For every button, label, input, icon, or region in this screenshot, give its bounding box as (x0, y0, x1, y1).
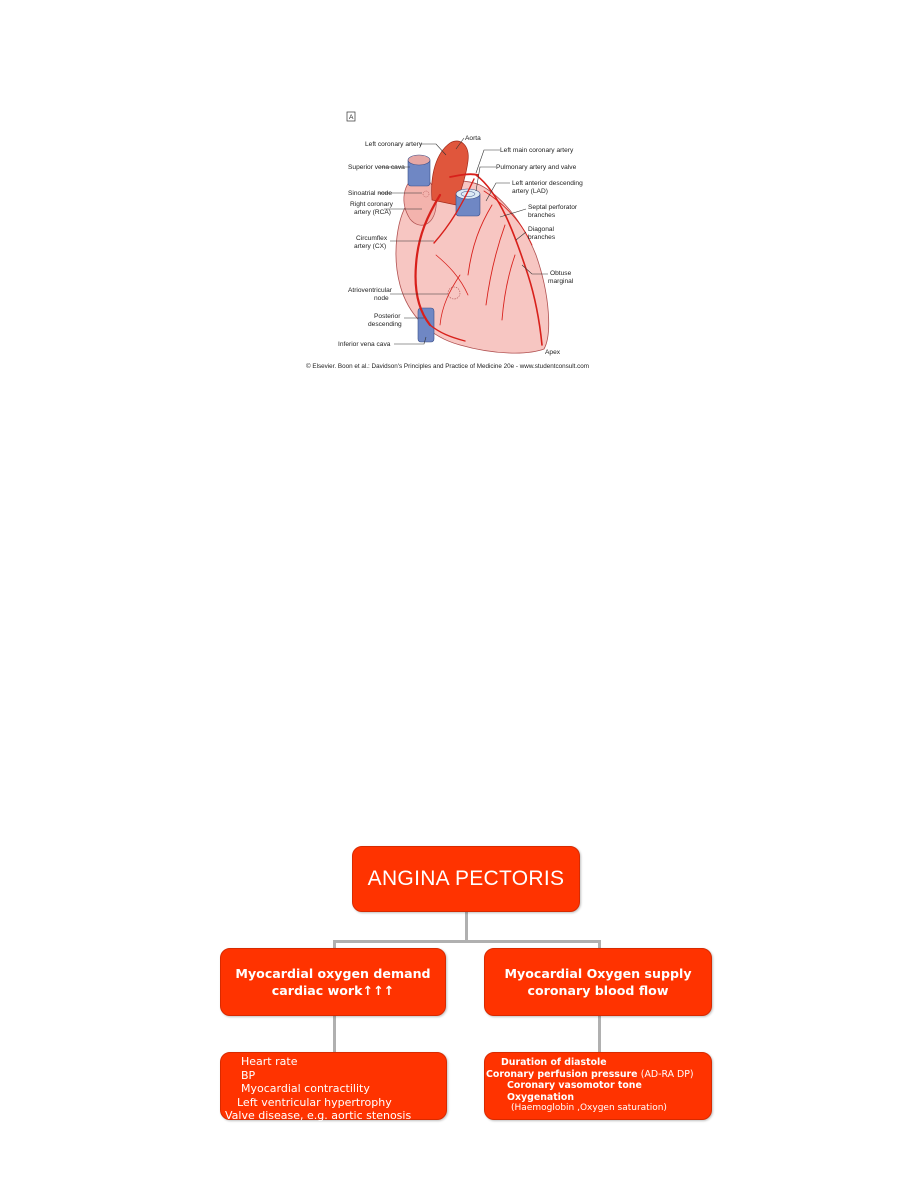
label-diagonal-line1: Diagonal (528, 226, 555, 233)
figure-credit: © Elsevier. Boon et al.: Davidson's Principles and Practice of Medicine 20e - www.studentconsult.com (306, 363, 590, 370)
oxygen-supply-box (484, 948, 712, 1016)
label-av-node-line2: node (374, 295, 389, 302)
demand-factor-lvh: Left ventricular hypertrophy (237, 1095, 392, 1109)
supply-factor-oxygenation: Oxygenation (507, 1091, 575, 1103)
label-rca-line2: artery (RCA) (354, 209, 391, 216)
angina-pectoris-box (352, 846, 580, 912)
perfusion-pressure-label: Coronary perfusion pressure (486, 1068, 638, 1080)
demand-factor-bp: BP (241, 1068, 256, 1082)
demand-factor-contractility: Myocardial contractility (241, 1082, 370, 1095)
connector-supply-down (598, 1016, 601, 1053)
label-septal-line2: branches (528, 212, 556, 219)
inferior-vena-cava-shape (418, 308, 434, 342)
label-posterior-line2: descending (368, 321, 402, 328)
oxygen-demand-title: Myocardial oxygen demand (235, 966, 431, 981)
label-obtuse-line2: marginal (548, 278, 574, 285)
coronary-anatomy-figure (300, 105, 630, 375)
label-av-node-line1: Atrioventricular (348, 287, 392, 294)
label-aorta: Aorta (465, 135, 481, 142)
connector-demand-down (333, 1016, 336, 1053)
label-lad-line2: artery (LAD) (512, 188, 548, 195)
label-sinoatrial-node: Sinoatrial node (348, 190, 392, 197)
panel-letter: A (349, 114, 354, 121)
label-lad-line1: Left anterior descending (512, 180, 583, 187)
label-inferior-vena-cava: Inferior vena cava (338, 341, 391, 348)
supply-factor-perfusion-pressure (485, 1069, 711, 1081)
demand-factor-valve-disease: Valve disease, e.g. aortic stenosis (225, 1109, 412, 1122)
label-diagonal-line2: branches (528, 234, 556, 241)
label-left-main-coronary-artery: Left main coronary artery (500, 147, 574, 154)
label-posterior-line1: Posterior (374, 313, 401, 320)
connector-horizontal (333, 940, 601, 943)
cardiac-work-subtitle: cardiac work↑↑↑ (271, 983, 395, 998)
label-apex: Apex (545, 349, 561, 356)
supply-factor-haemoglobin: (Haemoglobin ,Oxygen saturation) (511, 1103, 667, 1113)
supply-factor-vasomotor-tone: Coronary vasomotor tone (507, 1080, 642, 1091)
demand-factors-box (220, 1052, 447, 1120)
sinoatrial-node-marker (423, 191, 429, 197)
label-rca-line1: Right coronary (350, 201, 393, 208)
oxygen-demand-box (220, 948, 446, 1016)
label-superior-vena-cava: Superior vena cava (348, 164, 405, 171)
connector-root-down (465, 912, 468, 942)
label-circumflex-line2: artery (CX) (354, 243, 387, 250)
oxygen-supply-title: Myocardial Oxygen supply (504, 966, 692, 981)
pulmonary-artery-shape (456, 189, 480, 216)
demand-factor-heart-rate: Heart rate (241, 1055, 298, 1068)
perfusion-pressure-note: (AD-RA DP) (640, 1068, 694, 1080)
label-left-coronary-artery: Left coronary artery (365, 141, 423, 148)
supply-factors-box (484, 1052, 712, 1120)
angina-flowchart (200, 840, 720, 1130)
coronary-blood-flow-subtitle: coronary blood flow (527, 983, 669, 998)
label-septal-line1: Septal perforator (528, 204, 578, 211)
superior-vena-cava-shape (408, 155, 430, 186)
label-pulmonary-artery-valve: Pulmonary artery and valve (496, 164, 577, 171)
supply-factor-diastole: Duration of diastole (501, 1057, 607, 1068)
angina-pectoris-title: ANGINA PECTORIS (367, 867, 565, 890)
label-circumflex-line1: Circumflex (356, 235, 388, 242)
label-obtuse-line1: Obtuse (550, 270, 572, 277)
